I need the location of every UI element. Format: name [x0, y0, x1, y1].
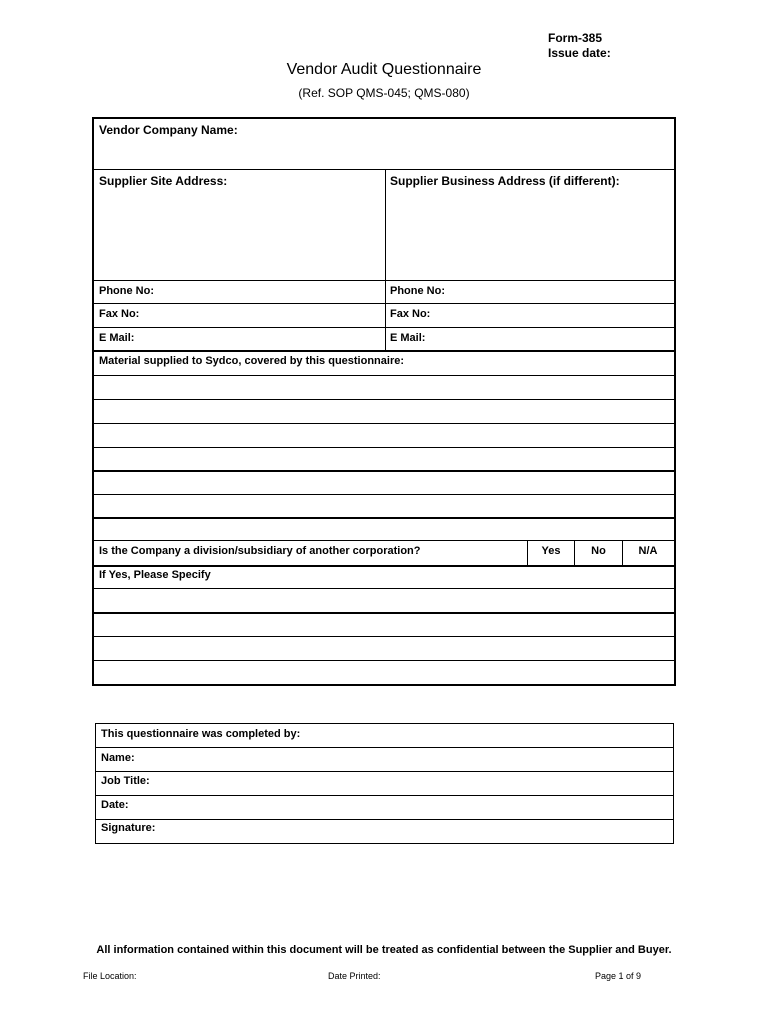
material-line-1[interactable] [94, 376, 674, 399]
material-line-6[interactable] [94, 495, 674, 517]
answer-na-option[interactable]: N/A [638, 545, 658, 557]
supplier-site-address-field[interactable] [94, 170, 385, 280]
page-number: Page 1 of 9 [595, 971, 642, 981]
name-field[interactable] [96, 748, 673, 771]
form-number: Form-385 [548, 31, 603, 45]
job-title-field[interactable] [96, 772, 673, 795]
specify-line-3[interactable] [94, 637, 674, 659]
supplier-business-address-field[interactable] [386, 170, 674, 280]
vendor-info-table [92, 117, 676, 686]
page-title: Vendor Audit Questionnaire [286, 61, 482, 78]
specify-line-2[interactable] [94, 614, 674, 636]
left-email-label: E Mail: [99, 332, 135, 344]
page-subtitle: (Ref. SOP QMS-045; QMS-080) [298, 86, 470, 100]
date-label: Date: [101, 799, 129, 811]
answer-yes-option[interactable]: Yes [541, 545, 561, 557]
material-supplied-label: Material supplied to Sydco, covered by this questionnaire: [99, 355, 405, 367]
completed-by-heading: This questionnaire was completed by: [101, 728, 301, 740]
vendor-company-name-field[interactable] [94, 121, 674, 169]
supplier-business-address-label: Supplier Business Address (if different): [390, 174, 620, 188]
specify-label: If Yes, Please Specify [99, 569, 211, 581]
right-phone-label: Phone No: [390, 285, 445, 297]
specify-line-4[interactable] [94, 661, 674, 684]
issue-date-label: Issue date: [548, 46, 611, 60]
date-field[interactable] [96, 796, 673, 819]
right-email-label: E Mail: [390, 332, 426, 344]
left-phone-label: Phone No: [99, 285, 154, 297]
specify-line-1[interactable] [94, 589, 674, 612]
material-line-5[interactable] [94, 472, 674, 494]
date-printed-label: Date Printed: [328, 971, 381, 981]
material-line-3[interactable] [94, 424, 674, 447]
confidentiality-note: All information contained within this document will be treated as confidential between the Supplier and Buyer. [96, 944, 672, 956]
completion-table [95, 723, 674, 844]
left-fax-label: Fax No: [99, 308, 140, 320]
job-title-label: Job Title: [101, 775, 150, 787]
name-label: Name: [101, 752, 135, 764]
file-location-label: File Location: [83, 971, 137, 981]
division-question-label: Is the Company a division/subsidiary of another corporation? [99, 545, 421, 557]
signature-field[interactable] [96, 820, 673, 843]
form-meta [548, 31, 611, 61]
answer-no-option[interactable]: No [591, 545, 606, 557]
signature-label: Signature: [101, 822, 156, 834]
material-line-2[interactable] [94, 400, 674, 423]
supplier-site-address-label: Supplier Site Address: [99, 174, 228, 188]
right-fax-label: Fax No: [390, 308, 431, 320]
vendor-company-name-label: Vendor Company Name: [99, 123, 238, 137]
material-line-4[interactable] [94, 448, 674, 470]
